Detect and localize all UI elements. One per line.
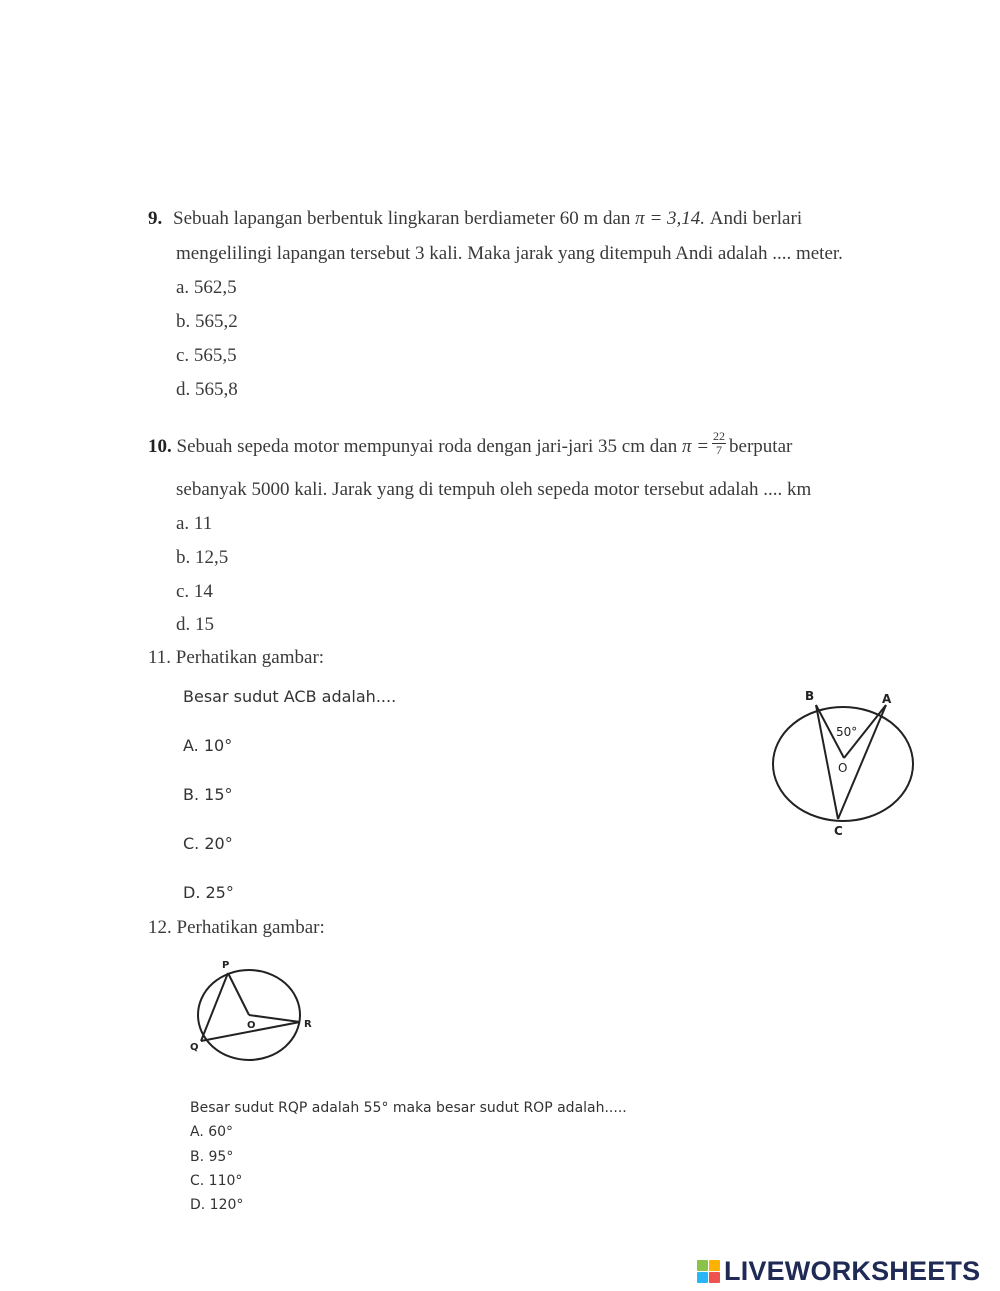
q11-label-angle: 50° (836, 725, 858, 739)
q12-chord-qp (201, 973, 228, 1041)
q9-option-a[interactable]: a. 562,5 (176, 277, 237, 298)
q11-label-o: O (838, 761, 848, 775)
q10-fraction (712, 430, 726, 457)
q10-fraction-denominator: 7 (716, 443, 723, 457)
q9-option-b[interactable]: b. 565,2 (176, 311, 238, 332)
q12-label-r: R (304, 1019, 312, 1030)
q11-option-b[interactable]: B. 15° (183, 785, 233, 804)
logo-square-icon (697, 1260, 708, 1271)
q10-number: 10. (148, 435, 172, 457)
logo-square-icon (709, 1272, 720, 1283)
q12-option-b[interactable]: B. 95° (190, 1149, 234, 1165)
q9-option-d[interactable]: d. 565,8 (176, 379, 238, 400)
q12-label-p: P (222, 960, 230, 971)
q11-chord-bc (816, 705, 838, 819)
liveworksheets-logo (697, 1256, 980, 1286)
q12-heading: 12. Perhatikan gambar: (148, 917, 325, 938)
q11-heading: 11. Perhatikan gambar: (148, 647, 325, 668)
q9-line2: mengelilingi lapangan tersebut 3 kali. Maka jarak yang ditempuh Andi adalah .... meter. (176, 243, 843, 264)
q9-pi: π = 3,14. (635, 208, 706, 229)
q12-circle-diagram (185, 955, 335, 1065)
q9-option-c[interactable]: c. 565,5 (176, 345, 237, 366)
q11-question: Besar sudut ACB adalah.... (183, 687, 397, 706)
q11-label-a: A (882, 692, 892, 706)
q10-text-pre: Sebuah sepeda motor mempunyai roda dengan jari-jari 35 cm dan (176, 435, 678, 457)
q9-text-post: Andi berlari (709, 208, 803, 229)
logo-square-icon (709, 1260, 720, 1271)
q9-number: 9. (148, 208, 163, 229)
q10-option-b[interactable]: b. 12,5 (176, 547, 229, 568)
q9-text-pre: Sebuah lapangan berbentuk lingkaran berdiameter 60 m dan (173, 208, 631, 229)
q10-fraction-numerator: 22 (713, 429, 726, 443)
liveworksheets-brand-text: LIVEWORKSHEETS (724, 1255, 981, 1286)
q12-option-c[interactable]: C. 110° (190, 1173, 243, 1189)
q9-line1 (148, 208, 802, 230)
q10-text-post: berputar (729, 435, 793, 457)
q10-option-c[interactable]: c. 14 (176, 581, 213, 602)
q11-label-b: B (805, 689, 815, 703)
q12-option-a[interactable]: A. 60° (190, 1124, 234, 1140)
q10-line1 (148, 429, 793, 461)
logo-square-icon (697, 1272, 708, 1283)
q11-option-a[interactable]: A. 10° (183, 736, 233, 755)
liveworksheets-logo-icon (697, 1260, 720, 1283)
q12-option-d[interactable]: D. 120° (190, 1197, 244, 1213)
q10-line2: sebanyak 5000 kali. Jarak yang di tempuh oleh sepeda motor tersebut adalah .... km (176, 479, 812, 500)
q11-option-d[interactable]: D. 25° (183, 883, 234, 902)
q11-option-c[interactable]: C. 20° (183, 834, 233, 853)
q10-option-a[interactable]: a. 11 (176, 513, 213, 534)
q12-question: Besar sudut RQP adalah 55° maka besar sudut ROP adalah..... (190, 1100, 627, 1116)
q12-radius-or (249, 1015, 300, 1022)
q10-pi: π = (681, 435, 710, 457)
q11-circle-diagram (762, 684, 922, 844)
q12-radius-op (228, 973, 249, 1015)
q11-label-c: C (834, 824, 843, 838)
q12-label-o: O (247, 1020, 256, 1031)
q12-label-q: Q (190, 1042, 199, 1053)
q10-option-d[interactable]: d. 15 (176, 614, 214, 635)
